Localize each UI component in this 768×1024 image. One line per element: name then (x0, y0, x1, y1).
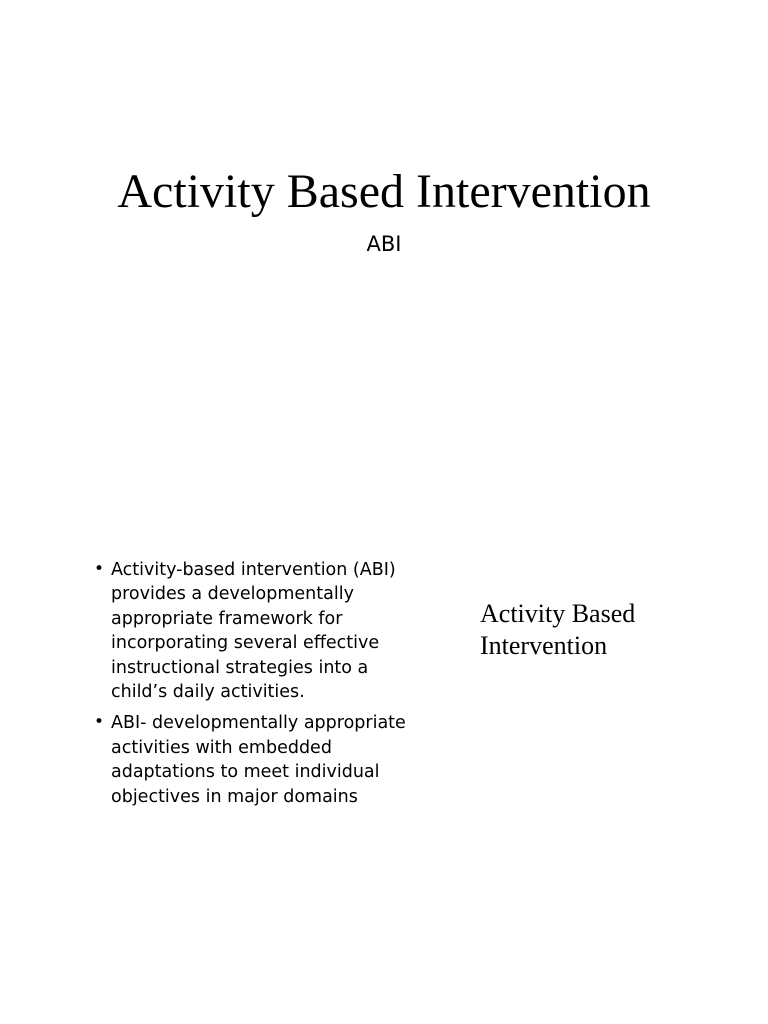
bullet-text: Activity-based intervention (ABI) provides a developmentally appropriate framework for incorporating several effective instructional strategies into a child’s daily activities. (111, 560, 396, 703)
bullet-marker: • (94, 712, 105, 733)
side-title-line-1: Activity Based (480, 599, 636, 628)
side-title (480, 598, 680, 662)
side-title-line-2: Intervention (480, 631, 608, 660)
bullet-item (93, 711, 428, 809)
bullet-marker: • (94, 559, 105, 579)
slide-subtitle: ABI (366, 232, 402, 256)
bullet-item (93, 558, 428, 704)
slide-title: Activity Based Intervention (117, 165, 651, 218)
content-slide (0, 512, 768, 1024)
bullet-list (93, 558, 428, 816)
bullet-text: ABI- developmentally appropriate activities with embedded adaptations to meet individual objectives in major domains (111, 713, 406, 807)
